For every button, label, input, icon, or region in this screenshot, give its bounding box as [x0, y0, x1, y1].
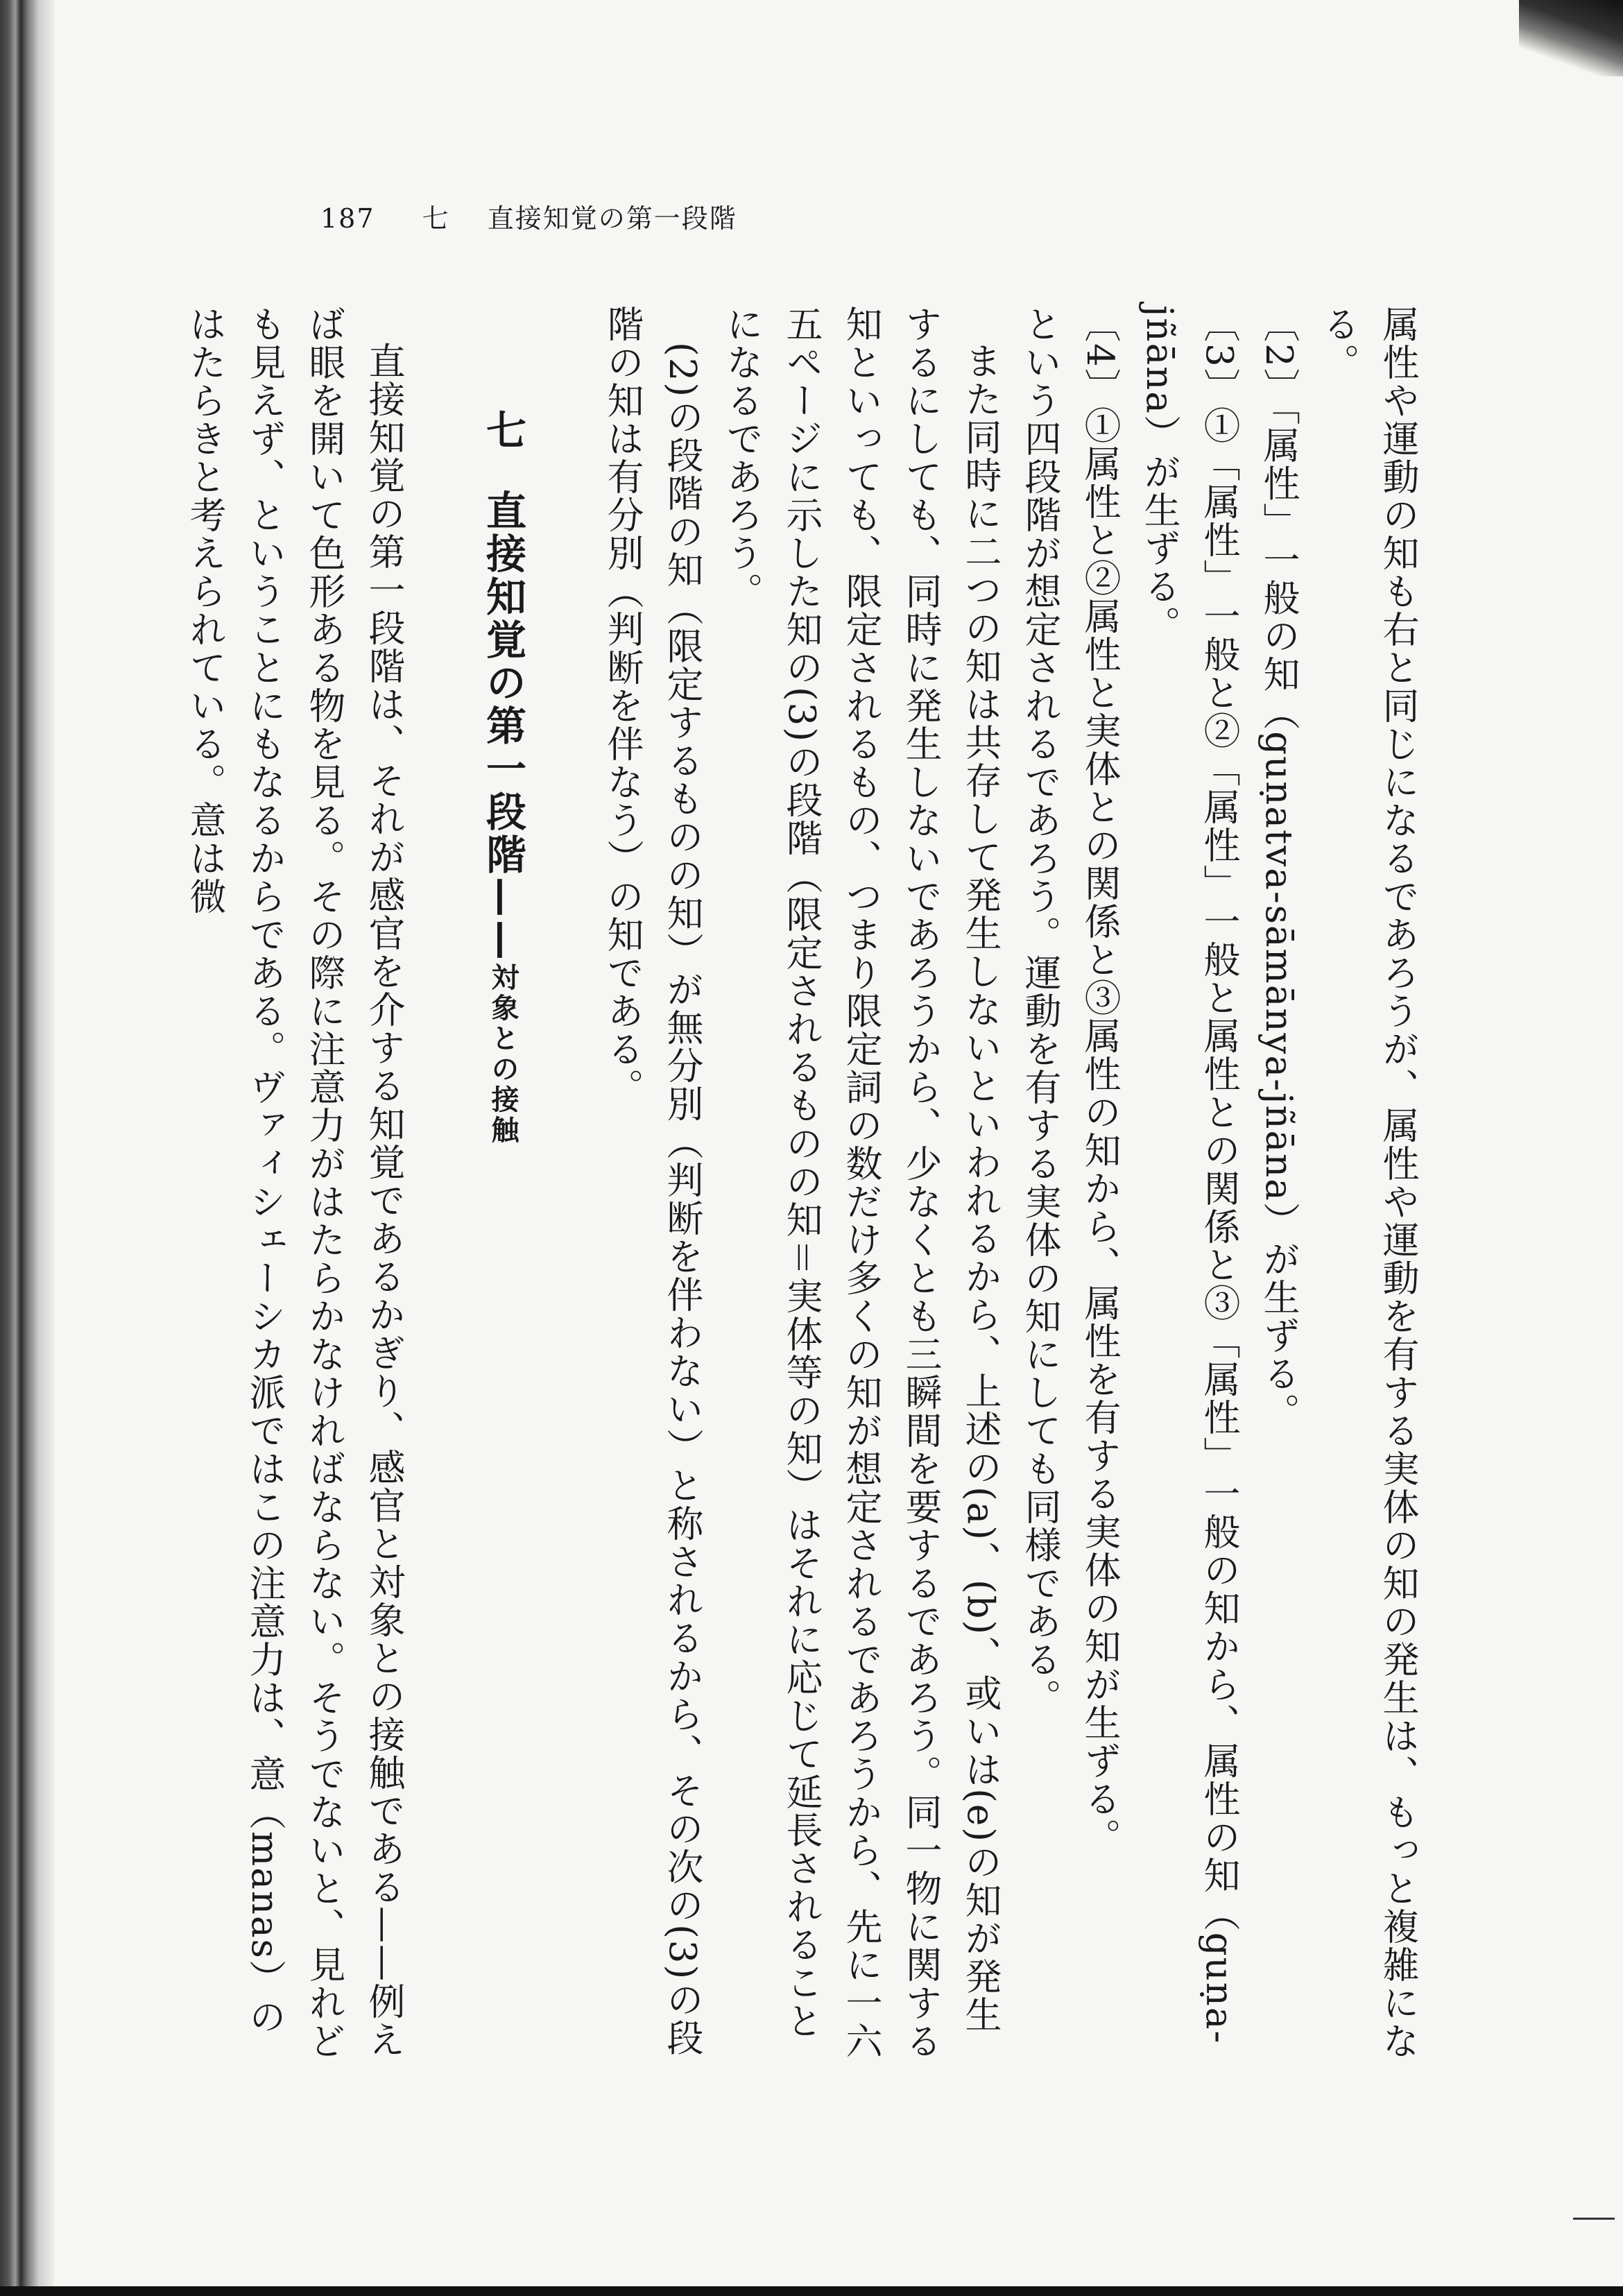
page-number: 187: [320, 203, 375, 234]
section-heading-dash: ——: [479, 877, 526, 963]
book-binding-shadow: [0, 0, 54, 2296]
paragraph: 直接知覚の第一段階は、それが感官を介する知覚であるかぎり、感官と対象との接触である——例えば眼を開いて色形ある物を見る。その際に注意力がはたらかなければならない。そうでないと、見れども見えず、ということにもなるからである。ヴァィシェーシカ派ではこの注意力は、意（manas）のはたらきと考えられている。意は微: [184, 305, 405, 2060]
paragraph: (2)の段階の知（限定するものの知）が無分別（判断を伴わない）と称されるから、その次の(3)の段階の知は有分別（判断を伴なう）の知である。: [601, 305, 703, 2057]
paragraph: 〔4〕①属性と②属性と実体との関係と③属性の知から、属性を有する実体の知が生ずる。: [1079, 305, 1121, 1856]
section-heading-subtitle: 対象との接触: [487, 963, 519, 1146]
section-heading-title: 直接知覚の第一段階: [479, 490, 526, 877]
scan-corner-shadow: [1519, 0, 1623, 76]
page-edge-mark: [1573, 2218, 1615, 2220]
section-heading-number: 七: [479, 409, 526, 452]
paragraph: という四段階が想定されるであろう。運動を有する実体の知にしても同様である。: [1019, 305, 1061, 1717]
running-head-title: 直接知覚の第一段階: [487, 203, 737, 234]
paragraph: 属性や運動の知も右と同じになるであろうが、属性や運動を有する実体の知の発生は、もっと複雑になる。: [1317, 305, 1419, 2060]
running-head: [320, 197, 737, 235]
vertical-body-text: [144, 305, 1427, 2067]
running-head-section-number: 七: [422, 203, 450, 234]
paragraph: 〔2〕「属性」一般の知（guṇatva-sāmānya-jñāna）が生ずる。: [1257, 305, 1300, 1431]
paragraph: 〔3〕①「属性」一般と②「属性」一般と属性との関係と③「属性」一般の知から、属性の知（guṇa-jñāna）が生ずる。: [1138, 305, 1240, 2045]
scan-bottom-edge: [0, 2286, 1623, 2296]
paragraph: また同時に二つの知は共存して発生しないといわれるから、上述の(a)、(b)、或いは(e)の知が発生するにしても、同時に発生しないであろうから、少なくとも三瞬間を要するであろう。同一物に関する知といっても、限定されるもの、つまり限定詞の数だけ多くの知が想定されるであろうから、先に一六五ページに示した知の(3)の段階（限定されるものの知＝実体等の知）はそれに応じて延長されることになるであろう。: [721, 305, 1002, 2060]
section-heading: [473, 305, 533, 2067]
